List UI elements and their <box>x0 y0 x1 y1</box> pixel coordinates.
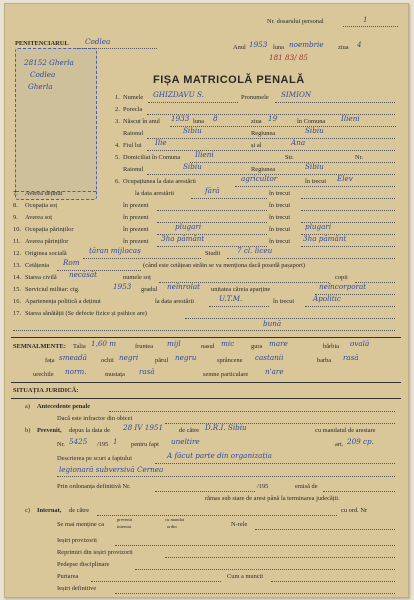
ziua-value: 4 <box>357 40 362 49</box>
row-13-value: Rom <box>63 258 80 267</box>
anul-value: 1953 <box>249 40 268 49</box>
row-15-number: 15. <box>13 286 21 293</box>
luna-label: luna <box>273 44 285 51</box>
nasul-label: nasul <box>201 343 215 350</box>
row-10-number: 10. <box>13 226 21 233</box>
row-8-label: Ocupația soț <box>25 202 58 209</box>
row-4-label2: și al <box>251 142 262 149</box>
row-11-number: 11. <box>13 238 21 245</box>
barbia-value: ovală <box>350 339 370 348</box>
row-3-value3: 19 <box>268 114 278 123</box>
row-12-label: Originea socială <box>25 250 67 257</box>
cu-mandat-small: cu mandat <box>165 517 185 522</box>
row-11-label2: în trecut <box>269 238 291 245</box>
row-4-label: Fiul lui <box>123 142 142 149</box>
row-5-number: 5. <box>115 154 120 161</box>
row-14-value: necăsăt <box>69 270 98 279</box>
row-9-mid: în prezent <box>123 214 149 221</box>
row-12-number: 12. <box>13 250 21 257</box>
row-8-label2: în trecut <box>269 202 291 209</box>
nr-label: Nr. <box>57 441 65 448</box>
row-1-value2: SIMION <box>281 90 312 99</box>
row-9-label2: în trecut <box>269 214 291 221</box>
se-mai-label: Se mai menține ca <box>57 521 105 528</box>
row-5-label2: Str. <box>285 154 294 161</box>
urechi-label: urechile <box>33 371 54 378</box>
iesiri-definitive-label: Ieșiri definitive <box>57 585 97 592</box>
prevenit-label: Prevenit, <box>37 427 62 434</box>
descriere-value: A făcut parte din organizația <box>167 451 272 460</box>
row-13-label2: (când este cetățean străin se va menționa dacă posedă pașaport) <box>143 262 305 269</box>
gura-value: mare <box>269 339 288 348</box>
row-10-value: plugari <box>175 222 202 231</box>
iesiri-label: Ieșiri provizorii <box>57 537 97 544</box>
ochii-label: ochii <box>101 357 114 364</box>
sprancene-label: sprâncene <box>217 357 243 364</box>
nasul-value: mic <box>221 339 235 348</box>
row-4-value: Ilie <box>155 138 167 147</box>
row-2-number: 2. <box>115 106 120 113</box>
fapt-value: uneltire <box>171 437 200 446</box>
row-2-label: Porecla <box>123 106 143 113</box>
nrele-label: N-rele <box>231 521 248 528</box>
penitentiary-value: Codlea <box>85 37 111 46</box>
row-15-label: Serviciul militar: ctg. <box>25 286 80 293</box>
mustata-label: mustața <box>105 371 125 378</box>
row-3b-value: Sibiu <box>183 126 202 135</box>
barba-label: barba <box>317 357 332 364</box>
row-3-label2: luna <box>193 118 205 125</box>
row-17-label: Starea sănătății (Se defecte fizice și psihice are) <box>25 310 147 317</box>
pedepse-label: Pedepse disciplinare <box>57 561 110 568</box>
row-8-mid: în prezent <box>123 202 149 209</box>
row-6-label2: în trecut <box>305 178 327 185</box>
ochii-value: negri <box>119 353 139 362</box>
row-14-label3: copii <box>335 274 348 281</box>
reprimiri-label: Reprimiri din ieșiri provizorii <box>57 549 133 556</box>
row-16-number: 16. <box>13 298 21 305</box>
row-3b-value2: Sibiu <box>305 126 324 135</box>
row-3-label: Născut în anul <box>123 118 160 125</box>
barba-value: rasă <box>343 353 359 362</box>
row-7-number: 7. <box>13 190 18 197</box>
row-13-label: Cetățenia <box>25 262 50 269</box>
semne-label: semne particulare <box>203 371 249 378</box>
semnalmente-label: SEMNALMENTE: <box>13 343 66 350</box>
row-1-value: GHIZDAVU S. <box>153 90 204 99</box>
row-16-label2: în trecut <box>273 298 295 305</box>
stamp-line-3: Gherla <box>28 82 53 91</box>
b-label: b) <box>25 427 31 434</box>
row-3-value2: 8 <box>213 114 218 123</box>
row-9-label: Averea soț <box>25 214 53 221</box>
de-catre-value: D.R.I. Sibiu <box>205 423 247 432</box>
form-sheet <box>4 3 409 598</box>
prevenit-date: 28 IV 1951 <box>123 423 164 432</box>
row-5-label3: Nr. <box>355 154 363 161</box>
row-3-number: 3. <box>115 118 120 125</box>
row-7-mid: la data arestării <box>135 190 175 197</box>
row-5b-label: Raionul <box>123 166 144 173</box>
cu-ord-label: cu ord. Nr <box>341 507 368 514</box>
row-6-value2: Elev <box>337 174 353 183</box>
row-15-value: 1953 <box>113 282 132 291</box>
row-3-value: 1933 <box>171 114 190 123</box>
row-6-number: 6. <box>115 178 120 185</box>
row-3b-label2: Regiunea <box>251 130 276 137</box>
row-15-value2: neînrolat <box>167 282 201 291</box>
row-12-label2: Studii <box>205 250 221 257</box>
row-14-label2: numele soț <box>123 274 151 281</box>
luna-value: noembrie <box>289 40 324 49</box>
cum-a-muncit-label: Cum a muncit <box>227 573 264 580</box>
row-8-number: 8. <box>13 202 18 209</box>
row-3-label3: ziua <box>251 118 262 125</box>
row-6-value: agricultor <box>241 174 278 183</box>
row-16-label: Apartenența politică a deținut <box>25 298 101 305</box>
row-11-mid: în prezent <box>123 238 149 245</box>
registration-stamp <box>15 48 97 200</box>
stamp-line-2: Codlea <box>30 70 56 79</box>
form-title: FIȘA MATRICOLĂ PENALĂ <box>153 74 305 86</box>
recidivist-label: Dacă este infractor din obicei <box>57 415 133 422</box>
row-7-value: fără <box>205 186 220 195</box>
barbia-label: bărbia <box>323 343 339 350</box>
fruntea-label: fruntea <box>135 343 154 350</box>
extra-numbers: 181 83/ 85 <box>269 53 309 62</box>
row-9-number: 9. <box>13 214 18 221</box>
row-3-value4: Ilieni <box>341 114 360 123</box>
de-catre2-label: de către <box>69 507 90 514</box>
descriere-label: Descrierea pe scurt a faptului <box>57 455 132 462</box>
row-11-value: 3ha pământ <box>161 234 205 243</box>
situatia-title: SITUAȚIA JURIDICĂ: <box>13 387 79 394</box>
fruntea-value: mijl <box>167 339 181 348</box>
internat-label: Internat, <box>37 507 62 514</box>
row-11-label: Averea părinților <box>25 238 69 245</box>
parul-value: negru <box>175 353 197 362</box>
row-5b-value2: Sibiu <box>305 162 324 171</box>
pentru-fapt-label: pentru fapt <box>131 441 159 448</box>
dosar-value: 1 <box>363 15 368 24</box>
urechi-value: norm. <box>65 367 87 376</box>
row-17-number: 17. <box>13 310 21 317</box>
mustata-value: rasă <box>139 367 155 376</box>
row-10-mid: în prezent <box>123 226 149 233</box>
row-16-value2: Apolitic <box>313 294 341 303</box>
fata-value: smeadă <box>59 353 87 362</box>
row-7-label2: în trecut <box>269 190 291 197</box>
row-17-value: bună <box>263 319 282 328</box>
row-10-label: Ocupația părinților <box>25 226 74 233</box>
talia-value: 1,60 m <box>91 339 117 348</box>
row-3b-label: Raionul <box>123 130 144 137</box>
internat-small: internat <box>117 524 132 529</box>
penitentiary-label: PENITENCIARUL <box>15 40 69 47</box>
c-label: c) <box>25 507 30 514</box>
de-catre-label: de către <box>179 427 200 434</box>
ziua-label: ziua <box>338 44 349 51</box>
art-label: art. <box>335 441 344 448</box>
row-5b-label2: Regiunea <box>251 166 276 173</box>
row-7-label: Averea deținut <box>25 190 63 197</box>
row-16-value: U.T.M. <box>219 294 243 303</box>
sprancene-value: castanii <box>255 353 284 362</box>
dosar-label: Nr. dosarului personal <box>267 18 324 25</box>
row-1-label: Numele <box>123 94 144 101</box>
row-5b-value: Sibiu <box>183 162 202 171</box>
row-12-value: țăran mijlocaș <box>89 246 141 255</box>
row-1-label2: Pronumele <box>241 94 269 101</box>
din-label: /195 <box>97 441 109 448</box>
row-4-number: 4. <box>115 142 120 149</box>
a-label: a) <box>25 403 30 410</box>
row-10-value2: plugari <box>305 222 332 231</box>
cu-mandat-label: cu mandatul de arestare <box>315 427 376 434</box>
row-16-mid: la data arestării <box>155 298 195 305</box>
ordin-small: ordin <box>167 524 177 529</box>
prevenit-small: prevenit <box>117 517 133 522</box>
row-14-number: 14. <box>13 274 21 281</box>
row-10-label2: în trecut <box>269 226 291 233</box>
gura-label: gura <box>251 343 263 350</box>
row-5-value: Ilieni <box>195 150 214 159</box>
ordonanta-label: Prin ordonanța definitivă Nr. <box>57 483 131 490</box>
ramas-label: rămas sub stare de arest până la terminarea judecății. <box>205 495 340 502</box>
ordonanta-year: /195 <box>257 483 269 490</box>
prevenit-text: depus la data de <box>69 427 110 434</box>
semne-value: n'are <box>265 367 284 376</box>
row-4-value2: Ana <box>291 138 306 147</box>
row-5-label: Domiciliat în Comuna <box>123 154 181 161</box>
row-14-label: Starea civilă <box>25 274 57 281</box>
row-15-label2: gradul <box>141 286 158 293</box>
row-11-value2: 3ha pământ <box>303 234 347 243</box>
row-1-number: 1. <box>115 94 120 101</box>
emisa-label: emisă de <box>295 483 318 490</box>
purtarea-label: Purtarea <box>57 573 79 580</box>
row-15-label3: unitatea căreia aparține <box>211 286 271 293</box>
parul-label: părul <box>155 357 169 364</box>
nr-value: 5425 <box>69 437 88 446</box>
stamp-line-1: 28152 Gherla <box>24 58 74 67</box>
anul-label: Anul <box>233 44 246 51</box>
art-value: 209 cp. <box>347 437 374 446</box>
talia-label: Talia <box>73 343 86 350</box>
descriere-value2: legionară subversivă Cernea <box>59 465 164 474</box>
fata-label: fața <box>45 357 55 364</box>
row-13-number: 13. <box>13 262 21 269</box>
din-value: 1 <box>113 437 118 446</box>
row-6-label: Ocupațiunea la data arestării <box>123 178 196 185</box>
row-12-value2: 7 cl. liceu <box>237 246 273 255</box>
row-3-label4: în Comuna <box>297 118 326 125</box>
antecedente-label: Antecedente penale <box>37 403 91 410</box>
row-15-value3: neîncorporat <box>319 282 367 291</box>
